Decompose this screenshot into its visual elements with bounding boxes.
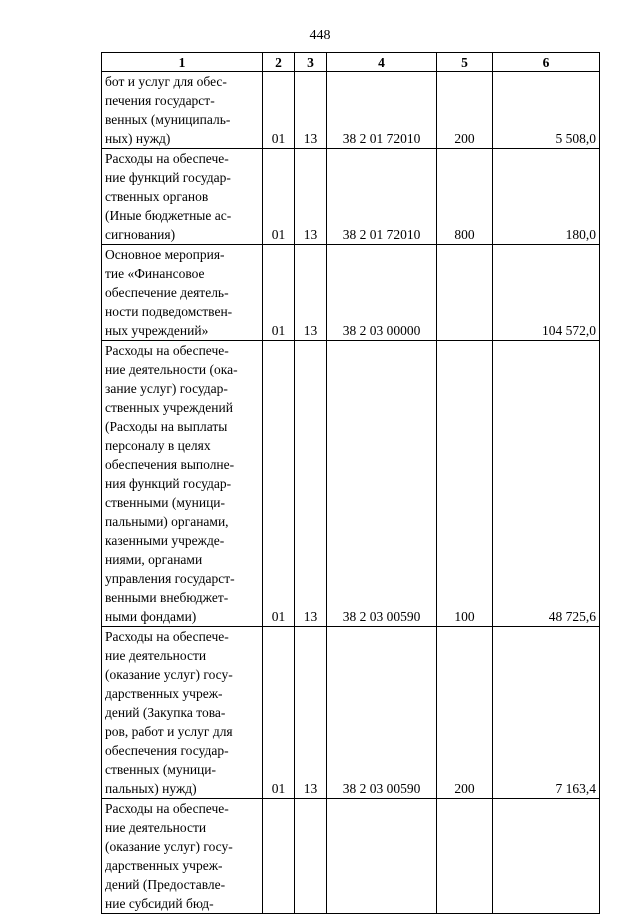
expense-name-cell — [102, 341, 263, 627]
expense-name-line: Расходы на обеспече- — [105, 801, 229, 816]
subsection-cell: 13 — [295, 149, 327, 245]
expense-name-line: ственных учреждений — [105, 400, 233, 415]
amount-cell: 7 163,4 — [493, 627, 600, 799]
subsection-cell: 13 — [295, 341, 327, 627]
expense-type-cell: 800 — [437, 149, 493, 245]
expense-name-line: дений (Закупка това- — [105, 705, 226, 720]
subsection-cell — [295, 799, 327, 914]
target-article-cell — [327, 799, 437, 914]
header-col-5: 5 — [437, 53, 493, 72]
table-row — [102, 149, 600, 245]
expense-name-line: ния функций государ- — [105, 476, 232, 491]
header-col-6: 6 — [493, 53, 600, 72]
expense-name-line: Расходы на обеспече- — [105, 629, 229, 644]
target-article-cell: 38 2 03 00590 — [327, 341, 437, 627]
expense-name-line: ственными (муници- — [105, 495, 226, 510]
expense-name-line: (Иные бюджетные ас- — [105, 208, 232, 223]
expense-name-line: пальных) нужд) — [105, 781, 197, 796]
section-cell — [263, 799, 295, 914]
expense-name-line: ров, работ и услуг для — [105, 724, 233, 739]
expense-name-line: Расходы на обеспече- — [105, 151, 229, 166]
table-row — [102, 341, 600, 627]
table-row — [102, 72, 600, 149]
table-row — [102, 627, 600, 799]
subsection-cell: 13 — [295, 72, 327, 149]
expense-name-line: ных учреждений» — [105, 323, 209, 338]
amount-cell — [493, 799, 600, 914]
expense-name-line: печения государст- — [105, 93, 215, 108]
expense-name-line: обеспечения выполне- — [105, 457, 235, 472]
expense-name-line: казенными учрежде- — [105, 533, 225, 548]
subsection-cell: 13 — [295, 245, 327, 341]
table-row — [102, 799, 600, 914]
section-cell: 01 — [263, 245, 295, 341]
table-header-row — [102, 53, 600, 72]
expense-name-line: сигнования) — [105, 227, 176, 242]
expense-name-line: ственных органов — [105, 189, 209, 204]
header-col-2: 2 — [263, 53, 295, 72]
header-col-4: 4 — [327, 53, 437, 72]
expense-name-line: пальными) органами, — [105, 514, 229, 529]
expense-name-line: тие «Финансовое — [105, 266, 205, 281]
expense-name-cell — [102, 799, 263, 914]
expense-name-cell — [102, 72, 263, 149]
expense-name-line: ниями, органами — [105, 552, 203, 567]
page-number: 448 — [309, 28, 331, 43]
target-article-cell: 38 2 03 00590 — [327, 627, 437, 799]
section-cell: 01 — [263, 341, 295, 627]
expense-name-line: венных (муниципаль- — [105, 112, 231, 127]
expense-name-line: персоналу в целях — [105, 438, 211, 453]
section-cell: 01 — [263, 72, 295, 149]
header-col-1: 1 — [102, 53, 263, 72]
subsection-cell: 13 — [295, 627, 327, 799]
expense-name-line: зание услуг) государ- — [105, 381, 228, 396]
expense-name-line: управления государст- — [105, 571, 235, 586]
expense-type-cell — [437, 799, 493, 914]
expense-name-line: Расходы на обеспече- — [105, 343, 229, 358]
expense-name-cell — [102, 245, 263, 341]
target-article-cell: 38 2 03 00000 — [327, 245, 437, 341]
expense-name-line: ние субсидий бюд- — [105, 896, 214, 911]
target-article-cell: 38 2 01 72010 — [327, 149, 437, 245]
expense-name-line: обеспечение деятель- — [105, 285, 229, 300]
table-row — [102, 245, 600, 341]
expense-name-cell — [102, 149, 263, 245]
expense-name-line: (оказание услуг) госу- — [105, 667, 233, 682]
expense-name-line: дарственных учреж- — [105, 858, 223, 873]
expense-name-line: ных) нужд) — [105, 131, 171, 146]
expense-name-line: ние деятельности (ока- — [105, 362, 238, 377]
section-cell: 01 — [263, 627, 295, 799]
expense-name-line: дарственных учреж- — [105, 686, 223, 701]
expense-name-line: Основное мероприя- — [105, 247, 225, 262]
expense-name-line: ности подведомствен- — [105, 304, 233, 319]
expense-name-line: (оказание услуг) госу- — [105, 839, 233, 854]
expense-name-line: ние деятельности — [105, 820, 207, 835]
amount-cell: 180,0 — [493, 149, 600, 245]
amount-cell: 5 508,0 — [493, 72, 600, 149]
target-article-cell: 38 2 01 72010 — [327, 72, 437, 149]
expense-name-line: бот и услуг для обес- — [105, 74, 227, 89]
expense-type-cell: 200 — [437, 72, 493, 149]
expense-type-cell — [437, 245, 493, 341]
expense-name-line: обеспечения государ- — [105, 743, 229, 758]
expense-name-line: ние деятельности — [105, 648, 207, 663]
expense-name-line: ственных (муници- — [105, 762, 217, 777]
amount-cell: 104 572,0 — [493, 245, 600, 341]
budget-table — [101, 52, 600, 914]
header-col-3: 3 — [295, 53, 327, 72]
expense-name-line: дений (Предоставле- — [105, 877, 226, 892]
expense-name-line: ными фондами) — [105, 609, 197, 624]
expense-name-cell — [102, 627, 263, 799]
expense-name-line: венными внебюджет- — [105, 590, 229, 605]
expense-type-cell: 100 — [437, 341, 493, 627]
section-cell: 01 — [263, 149, 295, 245]
expense-type-cell: 200 — [437, 627, 493, 799]
expense-name-line: ние функций государ- — [105, 170, 231, 185]
expense-name-line: (Расходы на выплаты — [105, 419, 228, 434]
amount-cell: 48 725,6 — [493, 341, 600, 627]
